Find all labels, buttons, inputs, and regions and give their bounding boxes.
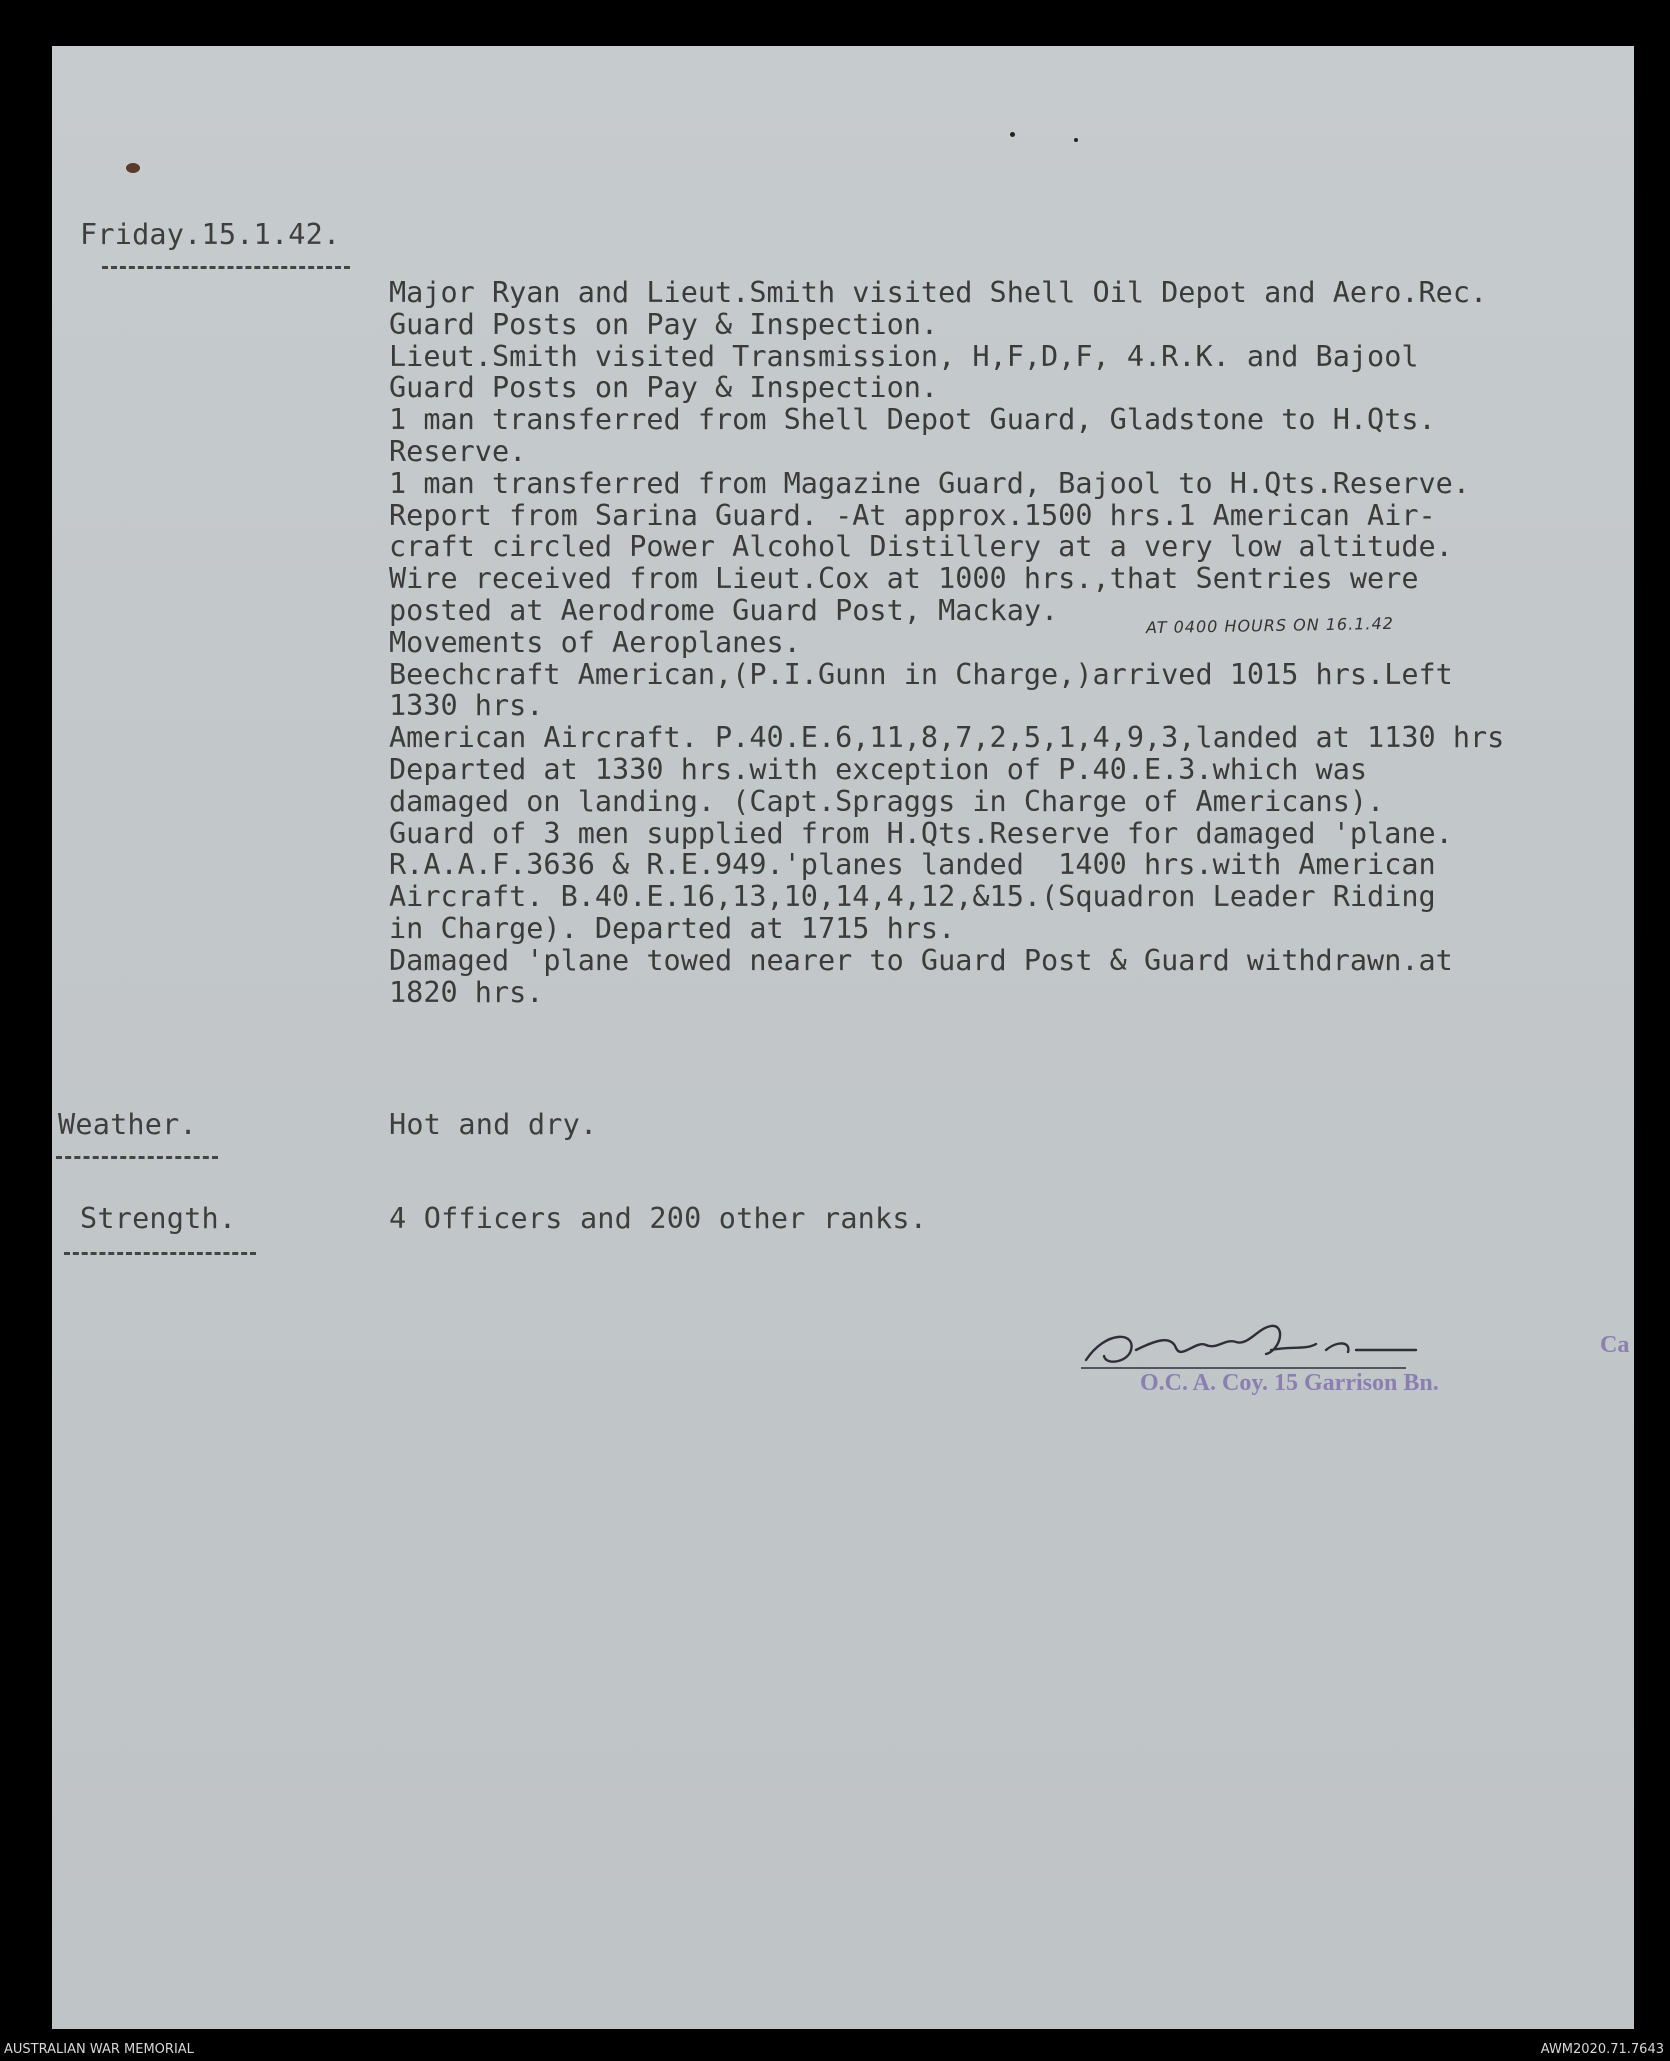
entry-line: Guard of 3 men supplied from H.Qts.Reserve for damaged 'plane. xyxy=(389,816,1453,850)
weather-value: Hot and dry. xyxy=(389,1108,598,1141)
entry-line: 1330 hrs. xyxy=(389,689,544,723)
entry-line: Departed at 1330 hrs.with exception of P.40.E.3.which was xyxy=(389,752,1368,786)
entry-line: Guard Posts on Pay & Inspection. xyxy=(389,371,939,405)
entry-line: 1 man transferred from Magazine Guard, Bajool to H.Qts.Reserve. xyxy=(389,466,1470,500)
ink-speck xyxy=(1010,132,1015,137)
entry-line: Major Ryan and Lieut.Smith visited Shell Oil Depot and Aero.Rec. xyxy=(389,276,1488,309)
strength-underline xyxy=(64,1252,256,1255)
entry-line: 1 man transferred from Shell Depot Guard, Gladstone to H.Qts. xyxy=(389,403,1436,437)
ink-stain xyxy=(126,163,140,173)
entry-line: Reserve. xyxy=(389,434,527,468)
date-heading: Friday.15.1.42. xyxy=(80,218,341,251)
entry-line: Aircraft. B.40.E.16,13,10,14,4,12,&15.(Squadron Leader Riding xyxy=(389,880,1436,914)
entry-line: American Aircraft. P.40.E.6,11,8,7,2,5,1,4,9,3,landed at 1130 hrs xyxy=(389,721,1505,755)
date-underline xyxy=(102,266,350,269)
entry-line: posted at Aerodrome Guard Post, Mackay. xyxy=(389,593,1059,627)
entry-line: in Charge). Departed at 1715 hrs. xyxy=(389,911,956,945)
handwritten-note: AT 0400 HOURS ON 16.1.42 xyxy=(1145,613,1395,638)
ink-speck xyxy=(1074,138,1078,142)
footer-left: AUSTRALIAN WAR MEMORIAL xyxy=(4,2042,194,2057)
weather-label: Weather. xyxy=(58,1108,197,1141)
footer-right: AWM2020.71.7643 xyxy=(1540,2042,1664,2057)
entry-line: damaged on landing. (Capt.Spraggs in Charge of Americans). xyxy=(389,784,1385,818)
entry-line: Beechcraft American,(P.I.Gunn in Charge,)arrived 1015 hrs.Left xyxy=(389,657,1453,691)
unit-stamp: O.C. A. Coy. 15 Garrison Bn. xyxy=(1140,1370,1439,1396)
entry-line: Lieut.Smith visited Transmission, H,F,D,F, 4.R.K. and Bajool xyxy=(389,339,1419,373)
entry-line: Movements of Aeroplanes. xyxy=(389,625,801,659)
entry-line: craft circled Power Alcohol Distillery at a very low altitude. xyxy=(389,530,1453,564)
stamp-suffix: Ca xyxy=(1600,1332,1630,1358)
weather-underline xyxy=(56,1156,218,1159)
entry-line: R.A.A.F.3636 & R.E.949.'planes landed 1400 hrs.with American xyxy=(389,848,1436,882)
entry-line: 1820 hrs. xyxy=(389,975,544,1009)
strength-value: 4 Officers and 200 other ranks. xyxy=(389,1202,928,1235)
entries-block xyxy=(389,277,1504,1008)
entry-line: Report from Sarina Guard. -At approx.1500 hrs.1 American Air- xyxy=(389,498,1436,532)
entry-line: Damaged 'plane towed nearer to Guard Post & Guard withdrawn.at xyxy=(389,943,1453,977)
entry-line: Wire received from Lieut.Cox at 1000 hrs.,that Sentries were xyxy=(389,562,1419,596)
strength-label: Strength. xyxy=(80,1202,237,1235)
entry-line: Guard Posts on Pay & Inspection. xyxy=(389,307,939,341)
